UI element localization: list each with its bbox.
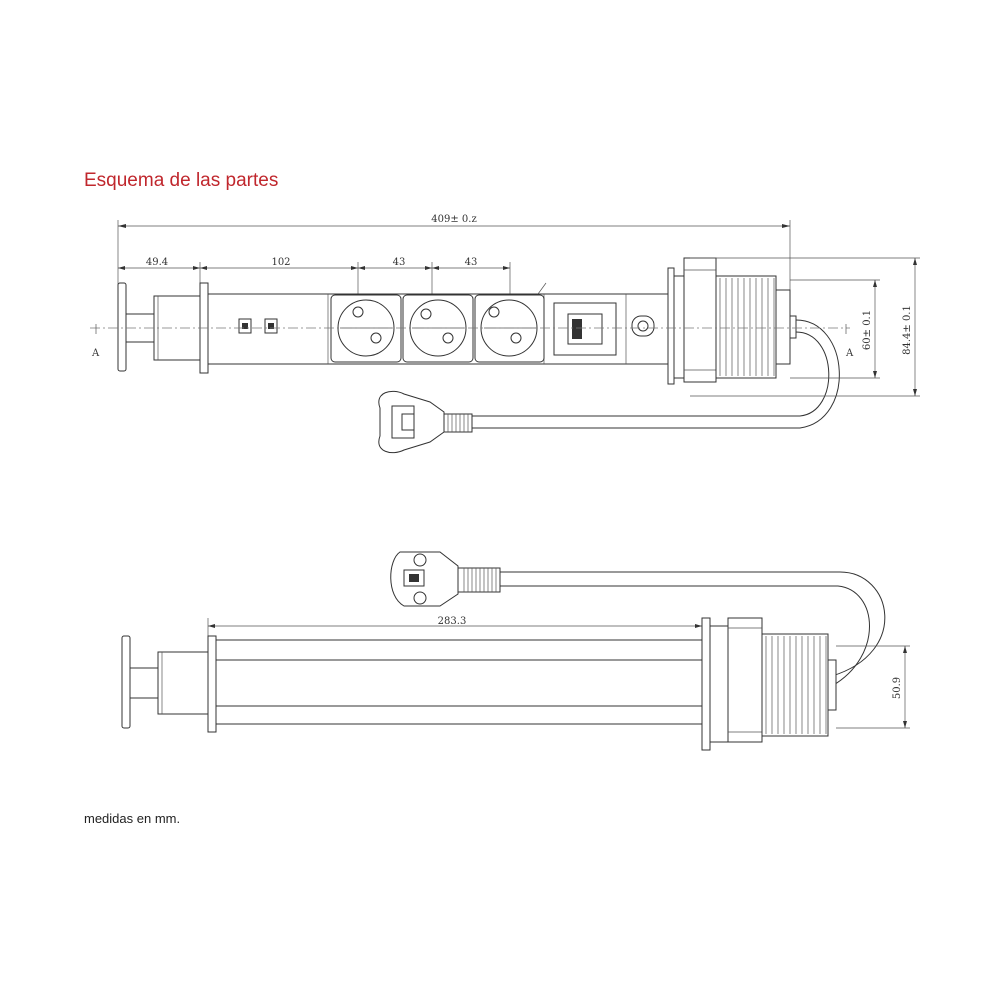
tube-length-dimension [208,616,702,640]
end-cap-dimension: 49.4 [145,257,169,268]
section-mark-right: A [846,348,854,359]
inner-height-label: 60± 0.1 [862,309,873,351]
power-switch [554,303,616,355]
ring-height-label: 50.9 [892,676,903,700]
socket-pitch-dimension-1: 43 [392,257,406,268]
tube-length-label: 283.3 [437,616,467,627]
units-note: medidas en mm. [84,811,181,826]
usb-module-dimension: 102 [271,257,291,268]
ring-height-dimension [836,646,910,728]
mounting-ring-side [702,618,836,750]
tower-tube [208,636,702,732]
socket-pitch-dimension-2: 43 [464,257,478,268]
socket-1 [331,295,401,362]
schuko-plug [379,391,472,452]
end-cap [118,283,200,371]
schuko-sockets [331,283,546,362]
indicator-light [632,316,654,336]
mounting-ring [668,258,796,384]
socket-3 [475,295,544,362]
end-cap-side [122,636,208,728]
diagram-title: Esquema de las partes [84,170,279,191]
top-view [90,214,920,453]
side-view [122,552,910,750]
section-mark-left: A [92,348,100,359]
schuko-plug-side [391,552,500,606]
overall-length-label: 409± 0.z [431,214,477,225]
outer-height-label: 84.4± 0.1 [902,305,913,355]
socket-2 [403,295,473,362]
segment-dimensions [118,257,510,295]
